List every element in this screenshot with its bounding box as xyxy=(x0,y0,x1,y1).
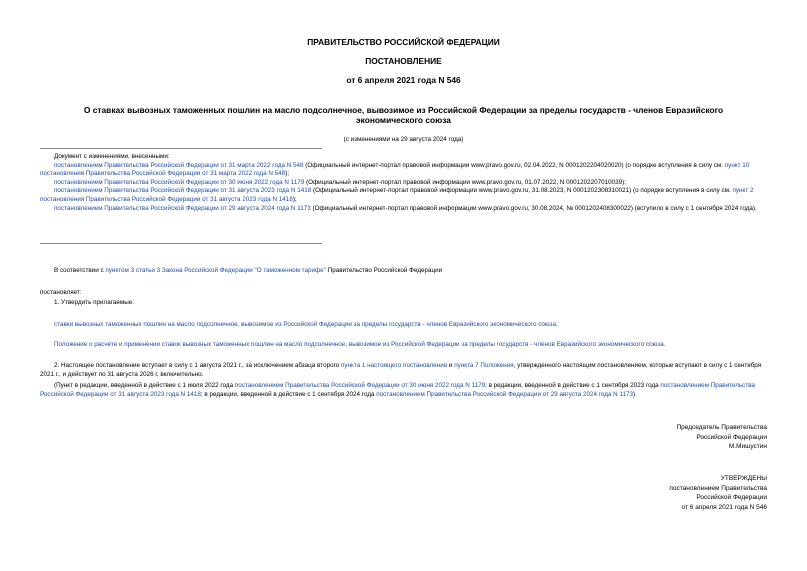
change-link[interactable]: постановлением Правительства Российской Федерации от 29 августа 2024 года N 1173 xyxy=(54,204,311,212)
divider-top xyxy=(40,148,322,149)
signature-position: Председатель Правительства xyxy=(676,424,767,431)
change-link[interactable]: постановлением Правительства Российской Федерации от 31 августа 2023 года N 1418 xyxy=(54,187,312,195)
paragraph-2-text: 2. Настоящее постановление вступает в силу с 1 августа 2021 г., за исключением абзаца второго xyxy=(54,362,341,369)
change-text: (Официальный интернет-портал правовой информации www.pravo.gov.ru, 02.04.2022, N 0001202204020020) (о порядке вступления в силу см. xyxy=(303,161,725,169)
approved-label: УТВЕРЖДЕНЫ xyxy=(720,475,767,482)
paragraph-3-text-c: ; в редакции, введенной в действие с 1 сентября 2024 года xyxy=(200,390,377,398)
rates-link[interactable]: ставки вывозных таможенных пошлин на масло подсолнечное, вывозимое из Российской Федерации за пределы государств - членов Евразийского экономического союза; xyxy=(54,321,558,328)
edition-note: (с изменениями на 29 августа 2024 года) xyxy=(343,136,464,143)
paragraph-3-link-3[interactable]: постановлением Правительства Российской Федерации от 29 августа 2024 года N 1173 xyxy=(376,390,634,398)
paragraph-2-text-b: и xyxy=(447,362,455,369)
change-text: (Официальный интернет-портал правовой информации www.pravo.gov.ru, 30.08.2024, № 0001202408300022) (вступило в силу с 1 сентября 2024 года). xyxy=(310,204,757,212)
change-tail: ); xyxy=(285,170,289,178)
change-link[interactable]: постановлением Правительства Российской Федерации от 30 июня 2022 года N 1179 xyxy=(54,178,305,186)
date-number-heading: от 6 апреля 2021 года N 546 xyxy=(346,75,461,85)
paragraph-2-link-1[interactable]: пункта 1 настоящего постановления xyxy=(340,362,448,369)
change-item xyxy=(40,187,768,204)
paragraph-3-link-2[interactable]: постановлением Правительства Российской Федерации от 31 августа 2023 года N 1418 xyxy=(40,382,755,398)
preamble-text: В соответствии с xyxy=(54,267,106,274)
changes-block xyxy=(40,153,768,213)
approved-country: Российской Федерации xyxy=(696,494,767,502)
paragraph-1: 1. Утвердить прилагаемые: xyxy=(54,299,134,306)
approved-block xyxy=(669,474,767,512)
paragraph-3-link-1[interactable]: постановлением Правительства Российской Федерации от 30 июня 2022 года N 1179 xyxy=(234,382,486,389)
regulation-link[interactable]: Положение о расчете и применении ставок вывозных таможенных пошлин на масло подсолнечное, вывозимое из Российской Федерации за пределы государств - членов Евразийского экономического союза. xyxy=(54,341,666,348)
change-tail: ); xyxy=(292,195,297,203)
change-link-secondary[interactable]: пункт 10 постановления Правительства Российской Федерации от 31 марта 2022 года N 548 xyxy=(40,161,750,178)
approved-date: от 6 апреля 2021 года N 546 xyxy=(681,503,767,511)
signature-country: Российской Федерации xyxy=(696,433,767,441)
paragraph-2-text-c: , утвержденного настоящим постановлением, которые вступают в силу с 1 сентября 2021 г., и действует по 31 августа 2026 г. включительно. xyxy=(40,362,762,378)
doc-type-heading: ПОСТАНОВЛЕНИЕ xyxy=(365,56,442,66)
doc-title-line-1: О ставках вывозных таможенных пошлин на масло подсолнечное, вывозимое из Российской Федерации за пределы государств - членов Евразийского xyxy=(83,105,724,115)
signature-block xyxy=(676,423,767,452)
change-text: (Официальный интернет-портал правовой информации www.pravo.gov.ru, 01.07.2022, N 0001202207010039); xyxy=(304,178,626,186)
change-link[interactable]: постановлением Правительства Российской Федерации от 31 марта 2022 года N 548 xyxy=(54,161,304,169)
changes-intro: Документ с изменениями, внесенными: xyxy=(54,153,170,160)
signature-name: М.Мишустин xyxy=(728,443,767,451)
paragraph-1-item-regulation xyxy=(40,341,768,350)
paragraph-2 xyxy=(40,362,768,379)
paragraph-3-text-d: ) xyxy=(633,390,636,398)
preamble-text-end: Правительство Российской Федерации xyxy=(325,267,443,274)
divider-bottom xyxy=(40,243,322,244)
change-item xyxy=(40,205,768,214)
approved-by: постановлением Правительства xyxy=(669,484,767,492)
doc-title xyxy=(40,105,767,125)
change-text: (Официальный интернет-портал правовой информации www.pravo.gov.ru, 31.08.2023, N 0001202308310021) (о порядке вступления в силу см. xyxy=(311,187,733,195)
resolves-word: постановляет: xyxy=(40,289,82,296)
paragraph-2-link-2[interactable]: пункта 7 Положения xyxy=(454,362,514,369)
change-link-secondary[interactable]: пункт 2 постановления Правительства Российской Федерации от 31 августа 2023 года N 1418 xyxy=(40,187,754,203)
paragraph-3-text-b: ; в редакции, введенной в действие с 1 сентября 2023 года xyxy=(485,382,661,389)
preamble xyxy=(40,267,768,276)
doc-title-line-2: экономического союза xyxy=(356,115,451,125)
preamble-link[interactable]: пунктом 3 статьи 3 Закона Российской Федерации "О таможенном тарифе" xyxy=(105,267,326,274)
paragraph-3-text: (Пункт в редакции, введенной в действие с 1 июля 2022 года xyxy=(54,382,235,389)
paragraph-1-item-rates xyxy=(40,321,768,330)
paragraph-3 xyxy=(40,382,768,399)
change-item xyxy=(40,162,768,179)
org-heading: ПРАВИТЕЛЬСТВО РОССИЙСКОЙ ФЕДЕРАЦИИ xyxy=(307,37,500,47)
